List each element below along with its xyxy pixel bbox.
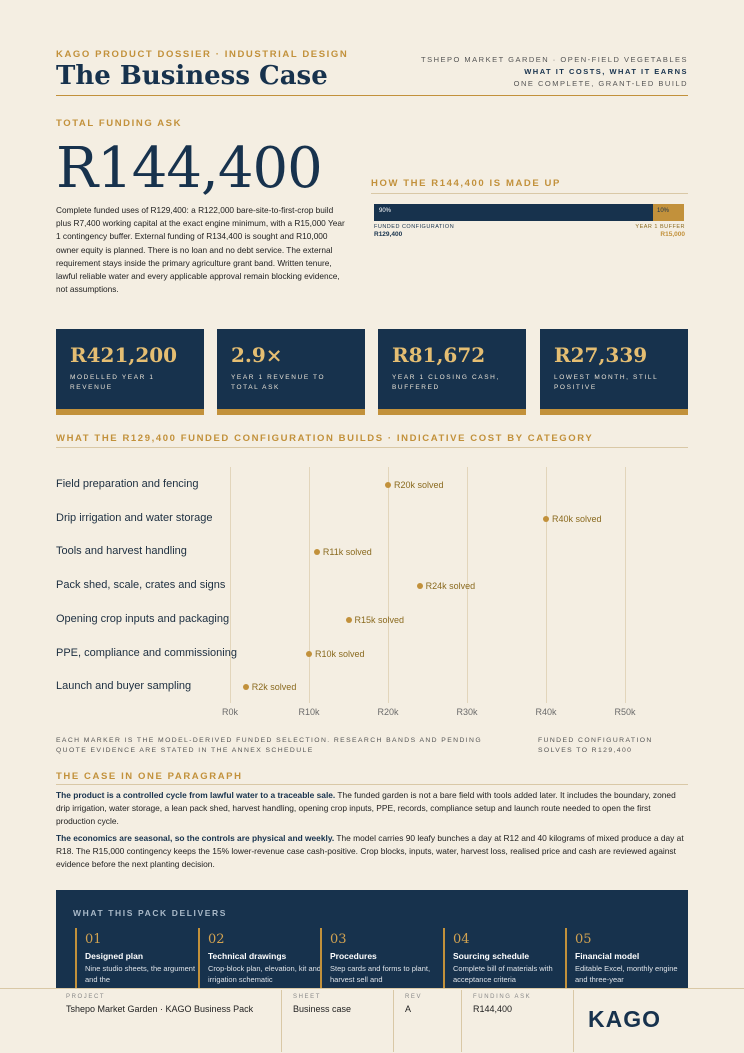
deliverable-desc: Editable Excel, monthly engine and three-year xyxy=(575,964,678,984)
data-label: R20k solved xyxy=(394,480,444,490)
x-tick-label: R10k xyxy=(298,707,320,717)
data-label: R24k solved xyxy=(425,581,476,592)
x-tick-label: R40k xyxy=(535,707,557,717)
cost-marker xyxy=(314,549,320,555)
metric-value: 2.9× xyxy=(231,343,283,367)
footer-ask xyxy=(473,994,531,1014)
data-label: R2k solved xyxy=(251,682,297,693)
deliverable-item xyxy=(565,928,689,988)
header-kicker: KAGO PRODUCT DOSSIER · INDUSTRIAL DESIGN xyxy=(56,49,349,60)
footer-project-value: Tshepo Market Garden · KAGO Business Pack xyxy=(66,1004,254,1014)
category-label: Opening crop inputs and packaging xyxy=(56,612,230,625)
category-label: Field preparation and fencing xyxy=(56,478,199,490)
data-label: R10k solved xyxy=(315,648,365,659)
metric-value: R27,339 xyxy=(554,343,648,367)
chart-gridline xyxy=(309,467,310,703)
case-divider xyxy=(56,784,688,785)
deliverable-item xyxy=(75,928,199,988)
footer-separator xyxy=(573,990,574,1052)
footer-separator xyxy=(281,990,282,1052)
deliverable-number: 03 xyxy=(330,932,347,947)
chart-gridline xyxy=(546,467,547,703)
footer-sheet xyxy=(293,994,351,1014)
metric-label: YEAR 1 CLOSING CASH, BUFFERED xyxy=(392,374,500,391)
chart-gridline xyxy=(625,467,626,703)
deliverable-desc: Crop-block plan, elevation, kit and irrigation schematic xyxy=(208,964,321,984)
chart-gridline xyxy=(230,467,231,703)
deliverable-desc: Complete bill of materials with acceptance criteria xyxy=(453,964,553,984)
metric-value: R421,200 xyxy=(70,343,178,367)
footer-separator xyxy=(461,990,462,1052)
metric-label: MODELLED YEAR 1 REVENUE xyxy=(70,374,155,391)
deliverable-title: Financial model xyxy=(575,951,640,961)
case-paragraph-2 xyxy=(56,832,688,871)
deliverable-item xyxy=(443,928,567,988)
cost-marker xyxy=(346,617,352,623)
deliverable-number: 05 xyxy=(575,932,592,947)
footer-ask-value: R144,400 xyxy=(473,1004,513,1014)
deliverable-item xyxy=(320,928,444,988)
x-tick-label: R20k xyxy=(377,707,399,717)
funding-amount: R144,400 xyxy=(56,136,322,201)
x-tick-label: R0k xyxy=(221,707,239,717)
chart-gridline xyxy=(388,467,389,703)
segment-pct: 90% xyxy=(379,208,392,214)
deliverable-desc: Step cards and forms to plant, harvest sell and xyxy=(330,964,431,984)
deliverable-number: 01 xyxy=(85,932,102,947)
case-p2-body: The model carries 90 leafy bunches a day at R12 and 40 kilograms of mixed produce a day at R18. The R15,000 contingency keeps the 15% lower-revenue case cash-positive. Crop blocks, inputs, water, harvest loss, realised price and cash are reviewed against evidence before the next planting decision. xyxy=(56,833,684,869)
cost-section-title: WHAT THE R129,400 FUNDED CONFIGURATION BUILDS · INDICATIVE COST BY CATEGORY xyxy=(56,433,594,444)
data-label: R11k solved xyxy=(322,547,372,558)
kago-logo: KAGO xyxy=(588,1006,661,1032)
cost-marker xyxy=(243,684,249,690)
segment-value: R129,400 xyxy=(374,231,403,238)
footer-sheet-label: SHEET xyxy=(293,994,322,1000)
cost-marker xyxy=(543,516,549,522)
deliverable-desc: Nine studio sheets, the argument and the xyxy=(85,964,196,984)
deliverable-item xyxy=(198,928,322,988)
footer-separator xyxy=(393,990,394,1052)
funding-label: TOTAL FUNDING ASK xyxy=(56,118,183,129)
case-p1-lead: The product is a controlled cycle from lawful water to a traceable sale. xyxy=(56,790,336,800)
case-paragraph-1 xyxy=(56,789,688,828)
data-label: R15k solved xyxy=(354,614,405,625)
footer-project xyxy=(66,994,253,1014)
deliverable-number: 02 xyxy=(208,932,225,947)
cost-marker xyxy=(385,482,391,488)
category-label: Pack shed, scale, crates and signs xyxy=(56,579,226,592)
category-label: Drip irrigation and water storage xyxy=(56,511,213,524)
data-label: R40k solved xyxy=(552,513,602,524)
x-tick-label: R30k xyxy=(456,707,478,717)
funding-description: Complete funded uses of R129,400: a R122,000 bare-site-to-first-crop build plus R7,400 working capital at the exact engine minimum, with a R15,000 Year 1 contingency buffer. External funding of R134,400 is sought and R10,000 owner equity is planned. There is no loan and no debt service. The external requirement stays inside the primary agriculture grant band. Written tenure, lawful reliable water and every applicable approval remain blocking evidence, not assumptions. xyxy=(56,205,345,295)
header-right-line3: ONE COMPLETE, GRANT-LED BUILD xyxy=(513,79,688,88)
case-p1-body: The funded garden is not a bare field with tools added later. It includes the boundary, zoned drip irrigation, water storage, a lean pack shed, harvest handling, opening crop inputs, PPE, records, compliance setup and launch route needed to open the first production cycle. xyxy=(56,790,676,826)
header-right-line2: WHAT IT COSTS, WHAT IT EARNS xyxy=(524,67,688,76)
segment-name: FUNDED CONFIGURATION xyxy=(374,224,455,230)
segment-pct: 10% xyxy=(657,208,670,214)
metric-value: R81,672 xyxy=(392,343,486,367)
case-p2-lead: The economics are seasonal, so the controls are physical and weekly. xyxy=(56,833,335,843)
footer-project-label: PROJECT xyxy=(66,994,106,1000)
deliverable-title: Designed plan xyxy=(85,951,144,961)
cost-marker xyxy=(306,651,312,657)
metric-label: LOWEST MONTH, STILL POSITIVE xyxy=(554,374,659,391)
cost-note-left: EACH MARKER IS THE MODEL-DERIVED FUNDED SELECTION. RESEARCH BANDS AND PENDING QUOTE EVIDENCE ARE STATED IN THE ANNEX SCHEDULE xyxy=(56,737,483,754)
segment-name: YEAR 1 BUFFER xyxy=(635,224,685,230)
footer-sheet-value: Business case xyxy=(293,1004,352,1014)
deliverable-title: Sourcing schedule xyxy=(453,951,530,961)
deliverable-number: 04 xyxy=(453,932,470,947)
made-up-title: HOW THE R144,400 IS MADE UP xyxy=(371,178,561,189)
footer-rev-value: A xyxy=(405,1004,412,1014)
footer-rev xyxy=(405,994,422,1014)
x-tick-label: R50k xyxy=(614,707,636,717)
metric-label: YEAR 1 REVENUE TO TOTAL ASK xyxy=(231,374,326,391)
deliverables-title: WHAT THIS PACK DELIVERS xyxy=(73,908,228,918)
segment-value: R15,000 xyxy=(660,231,685,238)
category-label: Launch and buyer sampling xyxy=(56,680,192,693)
deliverable-title: Procedures xyxy=(330,951,377,961)
footer-ask-label: FUNDING ASK xyxy=(473,994,532,1000)
category-label: PPE, compliance and commissioning xyxy=(56,646,237,659)
case-title: THE CASE IN ONE PARAGRAPH xyxy=(56,771,243,782)
category-label: Tools and harvest handling xyxy=(56,545,187,558)
cost-marker xyxy=(417,583,423,589)
deliverable-title: Technical drawings xyxy=(208,951,287,961)
page-title: The Business Case xyxy=(56,61,328,91)
footer-rev-label: REV xyxy=(405,994,423,1000)
cost-note-right: FUNDED CONFIGURATION SOLVES TO R129,400 xyxy=(538,737,653,754)
header-right-line1: TSHEPO MARKET GARDEN · OPEN-FIELD VEGETABLES xyxy=(420,55,688,64)
